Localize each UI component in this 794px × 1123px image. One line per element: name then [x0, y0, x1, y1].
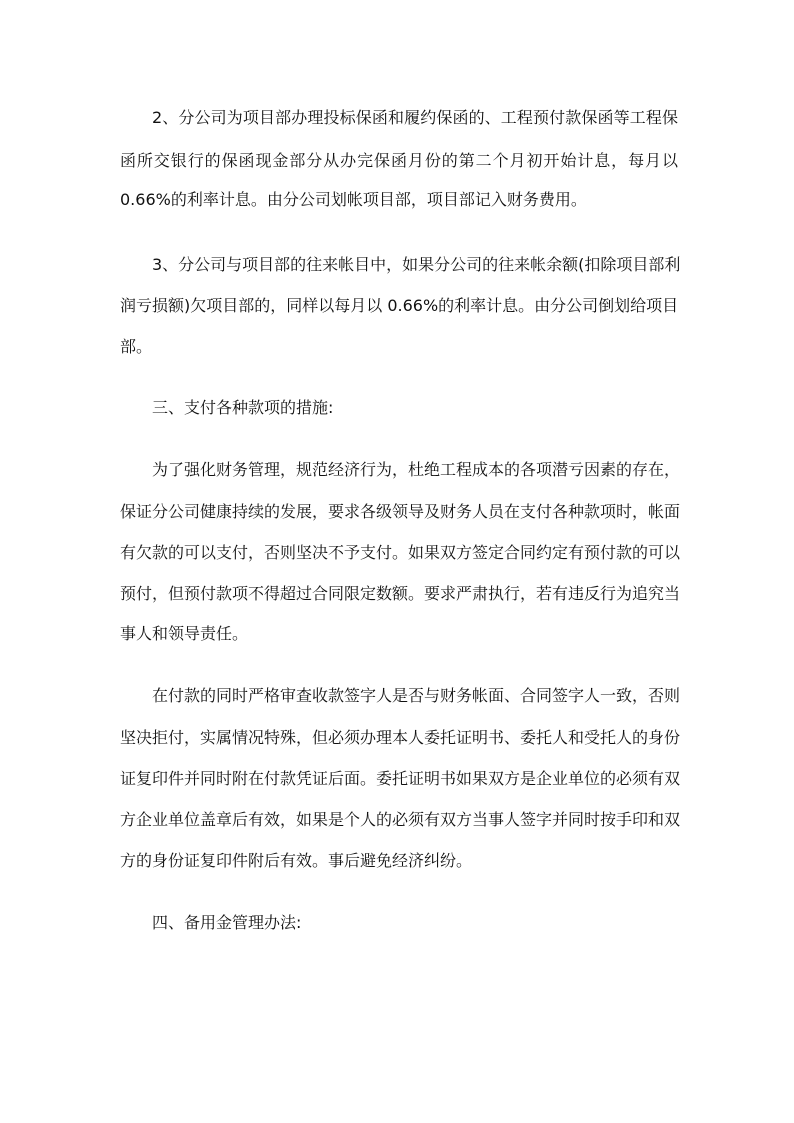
paragraph-2-line-1: 3、分公司与项目部的往来帐目中，如果分公司的往来帐余额(扣除项目部利 — [152, 255, 681, 274]
paragraph-3-line-3: 有欠款的可以支付，否则坚决不予支付。如果双方签定合同约定有预付款的可以 — [120, 543, 681, 562]
paragraph-4-line-4: 方企业单位盖章后有效，如果是个人的必须有双方当事人签字并同时按手印和双 — [120, 810, 681, 829]
paragraph-1-line-1: 2、分公司为项目部办理投标保函和履约保函的、工程预付款保函等工程保 — [152, 108, 678, 127]
paragraph-2-line-3: 部。 — [120, 337, 153, 356]
paragraph-3-line-4: 预付，但预付款项不得超过合同限定数额。要求严肃执行，若有违反行为追究当 — [120, 584, 681, 603]
paragraph-4-line-3: 证复印件并同时附在付款凭证后面。委托证明书如果双方是企业单位的必须有双 — [120, 769, 681, 788]
paragraph-1-line-3: 0.66%的利率计息。由分公司划帐项目部，项目部记入财务费用。 — [120, 190, 587, 209]
paragraph-2-line-2: 润亏损额)欠项目部的，同样以每月以 0.66%的利率计息。由分公司倒划给项目 — [120, 296, 679, 315]
paragraph-1-line-2: 函所交银行的保函现金部分从办完保函月份的第二个月初开始计息，每月以 — [120, 151, 678, 170]
paragraph-3-line-5: 事人和领导责任。 — [120, 624, 249, 643]
paragraph-3-line-2: 保证分公司健康持续的发展，要求各级领导及财务人员在支付各种款项时，帐面 — [120, 502, 681, 521]
paragraph-4-line-1: 在付款的同时严格审查收款签字人是否与财务帐面、合同签字人一致，否则 — [152, 686, 681, 705]
section-heading-4: 四、备用金管理办法: — [152, 913, 302, 932]
paragraph-4-line-5: 方的身份证复印件附后有效。事后避免经济纠纷。 — [120, 851, 473, 870]
section-heading-3: 三、支付各种款项的措施: — [152, 398, 334, 417]
paragraph-4-line-2: 坚决拒付，实属情况特殊，但必须办理本人委托证明书、委托人和受托人的身份 — [120, 728, 681, 747]
paragraph-3-line-1: 为了强化财务管理，规范经济行为，杜绝工程成本的各项潜亏因素的存在， — [152, 460, 681, 479]
